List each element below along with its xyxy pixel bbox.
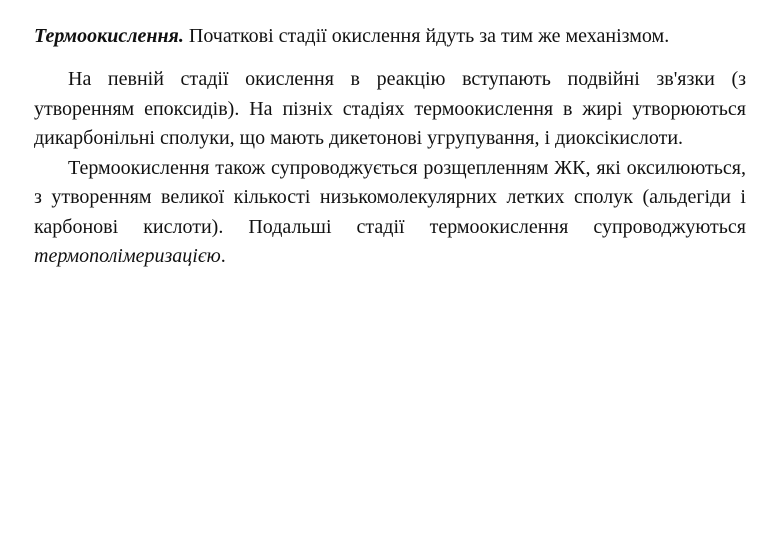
heading-text: Початкові стадії окислення йдуть за тим же механізмом. <box>188 25 670 47</box>
paragraph-fatty-acid-cleavage <box>34 154 746 272</box>
paragraph-epoxides: На певній стадії окислення в реакцію вступають подвійні зв'язки (з утворенням епоксидів). На пізніх стадіях термоокислення в жирі утворюються дикарбонільні сполуки, що мають дикетонові угрупування, і диоксікислоти. <box>34 68 746 149</box>
slide-content <box>34 22 746 272</box>
paragraph-body-text: Термоокислення також супроводжується розщепленням ЖК, які оксилюються, з утворенням великої кількості низькомолекулярних летких сполук (альдегіди і карбонові кислоти). Подальші стадії термоокислення супроводжуються <box>34 156 746 238</box>
heading-line <box>34 22 746 51</box>
heading-term: Термоокислення. <box>34 25 184 47</box>
paragraph-end-punctuation: . <box>220 245 226 267</box>
emphasized-term: термополімеризацією <box>34 245 221 267</box>
